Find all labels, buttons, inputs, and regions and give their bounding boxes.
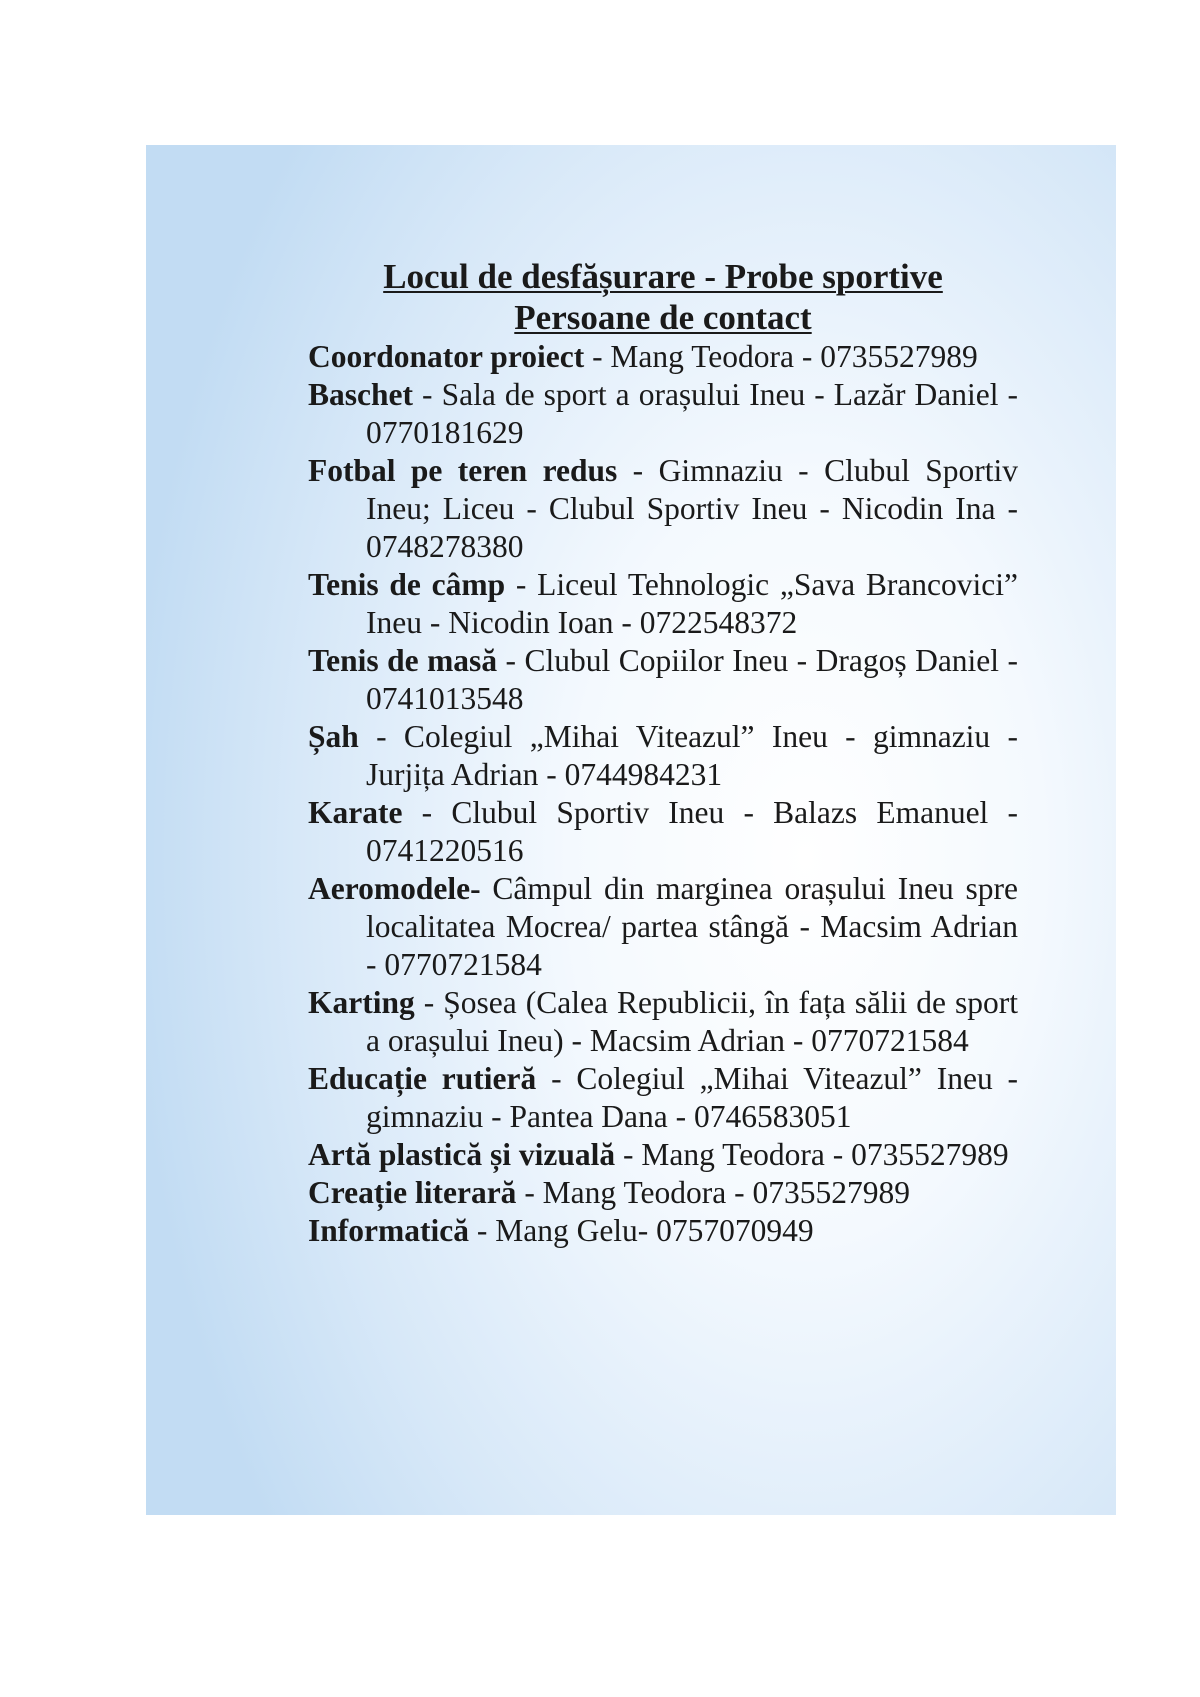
entry-text: Câmpul din marginea orașului Ineu spre localitatea Mocrea/ partea stângă - Macsim Adrian - 0770721584 — [366, 871, 1018, 982]
entry-label: Educație rutieră — [308, 1061, 537, 1096]
contact-entry-karting — [308, 984, 1018, 1060]
entry-label: Informatică — [308, 1213, 469, 1248]
entry-label: Fotbal pe teren redus — [308, 453, 618, 488]
entry-text: - Mang Teodora - 0735527989 — [584, 339, 978, 374]
contact-entry-informatica — [308, 1212, 1018, 1250]
entry-text: - Mang Gelu- 0757070949 — [468, 1213, 814, 1248]
entry-text: - Colegiul „Mihai Viteazul” Ineu - gimnaziu - Pantea Dana - 0746583051 — [366, 1061, 1018, 1134]
contact-entry-educatie-rutiera — [308, 1060, 1018, 1136]
entry-text: - Șosea (Calea Republicii, în fața sălii de sport a orașului Ineu) - Macsim Adrian - 0770721584 — [366, 985, 1018, 1058]
contact-list — [308, 338, 1018, 1250]
entry-text: - Colegiul „Mihai Viteazul” Ineu - gimnaziu - Jurjița Adrian - 0744984231 — [358, 719, 1018, 792]
document-subtitle: Persoane de contact — [514, 298, 812, 337]
entry-text: - Clubul Copiilor Ineu - Dragoș Daniel - 0741013548 — [366, 643, 1018, 716]
contact-entry-tenis-masa — [308, 642, 1018, 718]
contact-entry-creatie-literara — [308, 1174, 1018, 1212]
contact-entry-arta-plastica — [308, 1136, 1018, 1174]
contact-entry-sah — [308, 718, 1018, 794]
entry-label: Tenis de câmp — [308, 567, 506, 602]
entry-text: - Sala de sport a orașului Ineu - Lazăr Daniel - 0770181629 — [366, 377, 1018, 450]
entry-label: Artă plastică și vizuală — [308, 1137, 616, 1172]
entry-text: - Clubul Sportiv Ineu - Balazs Emanuel - 0741220516 — [366, 795, 1018, 868]
entry-label: Tenis de masă — [308, 643, 498, 678]
entry-label: Aeromodele- — [308, 871, 481, 906]
document-content — [308, 256, 1018, 1250]
entry-label: Karting — [308, 985, 415, 1020]
contact-entry-baschet — [308, 376, 1018, 452]
contact-entry-coordonator — [308, 338, 1018, 376]
contact-entry-aeromodele — [308, 870, 1018, 984]
entry-label: Coordonator proiect — [308, 339, 585, 374]
entry-label: Creație literară — [308, 1175, 517, 1210]
entry-label: Șah — [308, 719, 359, 754]
entry-text: - Mang Teodora - 0735527989 — [615, 1137, 1009, 1172]
contact-entry-karate — [308, 794, 1018, 870]
entry-text: - Mang Teodora - 0735527989 — [516, 1175, 910, 1210]
contact-entry-fotbal — [308, 452, 1018, 566]
entry-label: Karate — [308, 795, 403, 830]
document-title: Locul de desfășurare - Probe sportive — [383, 257, 943, 296]
contact-entry-tenis-camp — [308, 566, 1018, 642]
entry-text: - Gimnaziu - Clubul Sportiv Ineu; Liceu - Clubul Sportiv Ineu - Nicodin Ina - 0748278380 — [366, 453, 1018, 564]
entry-text: - Liceul Tehnologic „Sava Brancovici” Ineu - Nicodin Ioan - 0722548372 — [366, 567, 1018, 640]
entry-label: Baschet — [308, 377, 413, 412]
